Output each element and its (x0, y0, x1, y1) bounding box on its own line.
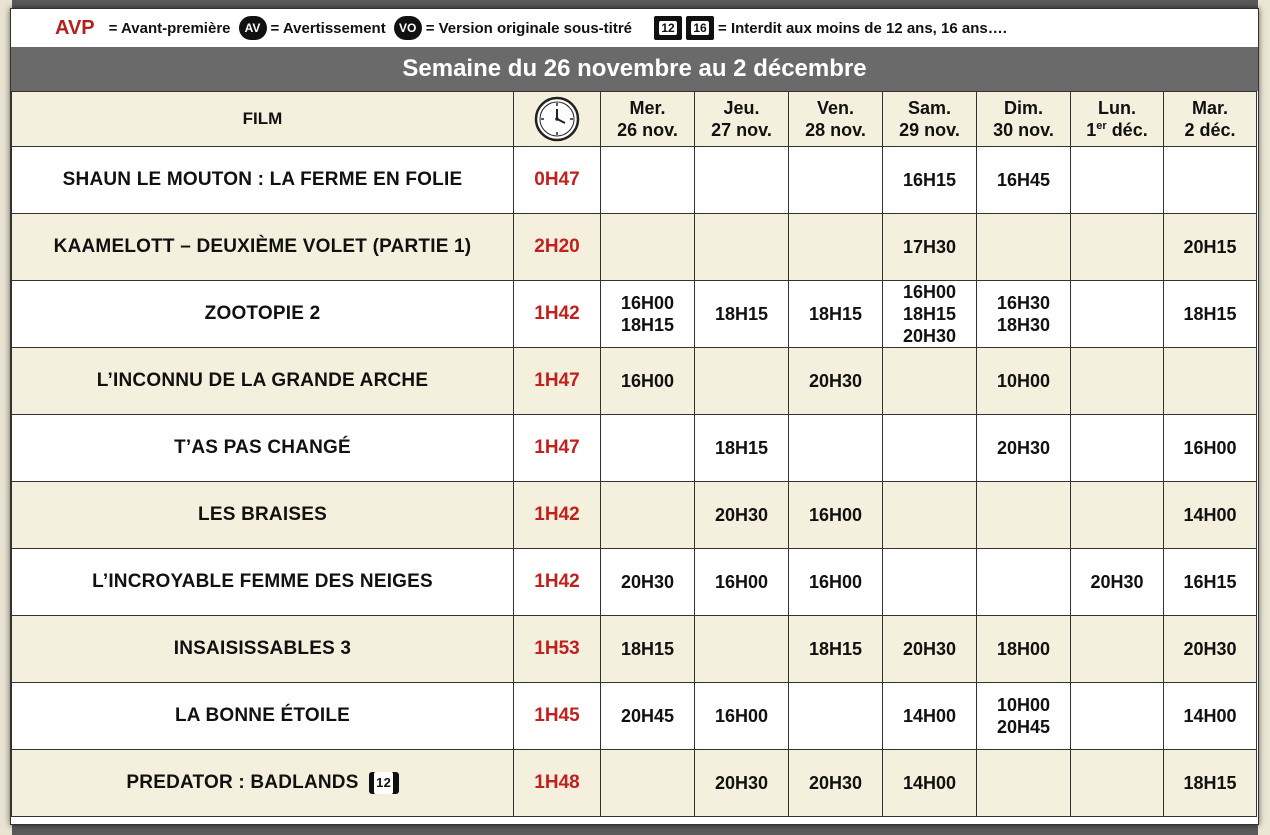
session-cell (883, 616, 977, 683)
day-header-tue (1164, 92, 1257, 147)
session-times: 20H30 (714, 773, 769, 793)
session-cell (1071, 482, 1164, 549)
age-12-badge-label: 12 (661, 21, 675, 35)
film-duration: 1H47 (514, 348, 601, 415)
session-times: 20H45 (620, 706, 675, 726)
film-title-cell (12, 482, 514, 549)
session-cell (1071, 281, 1164, 348)
day-date-sup: er (1096, 120, 1107, 132)
day-date: 28 nov. (805, 120, 866, 140)
age-legend-text: = Interdit aux moins de 12 ans, 16 ans…. (718, 19, 1007, 37)
session-cell (695, 750, 789, 817)
session-cell (601, 415, 695, 482)
session-cell (883, 214, 977, 281)
session-cell (1071, 214, 1164, 281)
session-cell (977, 147, 1071, 214)
session-cell (601, 616, 695, 683)
av-badge-icon: AV (239, 16, 267, 40)
avp-legend-text: = Avant-première (108, 19, 231, 37)
table-row (12, 281, 1257, 348)
session-cell (883, 482, 977, 549)
session-cell (1164, 683, 1257, 750)
film-title: L’INCROYABLE FEMME DES NEIGES (92, 571, 433, 592)
session-cell (789, 415, 883, 482)
session-cell (1164, 616, 1257, 683)
session-cell (1071, 147, 1164, 214)
session-cell (695, 281, 789, 348)
page-backdrop-right (1258, 0, 1270, 835)
day-header-fri (789, 92, 883, 147)
day-date: 29 nov. (899, 120, 960, 140)
session-cell (789, 281, 883, 348)
session-cell (601, 214, 695, 281)
legend-bar (11, 9, 1258, 47)
film-rows (12, 147, 1257, 817)
day-name: Lun. (1098, 98, 1136, 118)
session-times: 18H15 (714, 438, 769, 458)
film-duration: 2H20 (514, 214, 601, 281)
film-title-cell (12, 750, 514, 817)
film-title-cell (12, 616, 514, 683)
film-duration: 1H42 (514, 549, 601, 616)
session-times: 18H00 (996, 639, 1051, 659)
film-title: ZOOTOPIE 2 (204, 303, 321, 324)
film-duration: 1H53 (514, 616, 601, 683)
week-banner (11, 47, 1258, 91)
session-times: 16H45 (996, 170, 1051, 190)
film-title-cell (12, 549, 514, 616)
session-cell (695, 415, 789, 482)
session-times: 16H00 (714, 706, 769, 726)
session-cell (883, 415, 977, 482)
session-cell (1164, 147, 1257, 214)
film-title-cell (12, 147, 514, 214)
session-cell (601, 482, 695, 549)
session-times: 10H00 (996, 371, 1051, 391)
session-cell (789, 683, 883, 750)
film-title: L’INCONNU DE LA GRANDE ARCHE (96, 370, 429, 391)
session-times: 20H30 (1183, 639, 1237, 659)
session-cell (1071, 750, 1164, 817)
session-cell (977, 683, 1071, 750)
session-cell (601, 549, 695, 616)
session-times: 10H00 20H45 (996, 695, 1051, 737)
session-cell (977, 616, 1071, 683)
session-times: 20H30 (620, 572, 675, 592)
film-title-cell (12, 683, 514, 750)
session-cell (883, 147, 977, 214)
session-cell (883, 281, 977, 348)
session-cell (1071, 415, 1164, 482)
day-date-suffix: déc. (1106, 120, 1148, 140)
film-title: LA BONNE ÉTOILE (174, 705, 351, 726)
table-row (12, 348, 1257, 415)
session-times: 16H00 (808, 572, 863, 592)
session-cell (883, 348, 977, 415)
session-cell (789, 750, 883, 817)
session-cell (695, 549, 789, 616)
day-name: Mar. (1191, 98, 1229, 118)
session-cell (601, 348, 695, 415)
session-times: 20H30 (996, 438, 1051, 458)
session-cell (977, 214, 1071, 281)
vo-badge-icon: VO (394, 16, 422, 40)
film-duration: 0H47 (514, 147, 601, 214)
session-cell (601, 683, 695, 750)
film-duration: 1H48 (514, 750, 601, 817)
age-12-badge-icon (654, 16, 682, 40)
session-times: 14H00 (1183, 706, 1237, 726)
session-cell (1164, 214, 1257, 281)
session-cell (977, 281, 1071, 348)
session-cell (695, 616, 789, 683)
session-cell (1164, 348, 1257, 415)
schedule-panel (10, 8, 1259, 825)
film-title: KAAMELOTT – DEUXIÈME VOLET (PARTIE 1) (53, 236, 472, 257)
film-duration: 1H45 (514, 683, 601, 750)
session-cell (1164, 750, 1257, 817)
session-cell (1164, 549, 1257, 616)
table-row (12, 616, 1257, 683)
table-row (12, 683, 1257, 750)
session-cell (1071, 683, 1164, 750)
session-times: 16H15 (1183, 572, 1237, 592)
session-cell (977, 750, 1071, 817)
session-cell (1071, 348, 1164, 415)
film-title-cell (12, 214, 514, 281)
session-cell (1164, 482, 1257, 549)
session-times: 16H00 18H15 (620, 293, 675, 335)
day-date: 27 nov. (711, 120, 772, 140)
session-cell (977, 549, 1071, 616)
session-times: 18H15 (1183, 773, 1237, 793)
session-cell (883, 683, 977, 750)
table-row (12, 147, 1257, 214)
film-title-cell (12, 281, 514, 348)
session-cell (601, 281, 695, 348)
avp-code: AVP (55, 16, 95, 39)
session-times: 18H15 (714, 304, 769, 324)
film-column-header: FILM (12, 92, 514, 147)
clock-icon (534, 96, 580, 142)
session-times: 20H15 (1183, 237, 1237, 257)
session-times: 20H30 (902, 639, 957, 659)
table-header-row (12, 92, 1257, 147)
age-16-badge-label: 16 (693, 21, 707, 35)
session-cell (1071, 616, 1164, 683)
session-cell (695, 683, 789, 750)
session-times: 14H00 (1183, 505, 1237, 525)
table-row (12, 214, 1257, 281)
day-header-thu (695, 92, 789, 147)
film-title: PREDATOR : BADLANDS (126, 772, 359, 793)
session-times: 14H00 (902, 706, 957, 726)
session-cell (601, 147, 695, 214)
week-title: Semaine du 26 novembre au 2 décembre (402, 55, 867, 82)
day-header-mon (1071, 92, 1164, 147)
session-cell (789, 348, 883, 415)
session-cell (695, 214, 789, 281)
day-date-prefix: 1 (1086, 120, 1097, 140)
age-16-badge-icon (686, 16, 714, 40)
session-cell (977, 482, 1071, 549)
table-row (12, 415, 1257, 482)
duration-column-header (514, 92, 601, 147)
vo-legend-text: = Version originale sous-titré (425, 19, 633, 37)
session-cell (883, 750, 977, 817)
day-header-wed (601, 92, 695, 147)
session-cell (977, 415, 1071, 482)
session-cell (601, 750, 695, 817)
age-rating-badge-label: 12 (374, 772, 393, 794)
schedule-table (11, 91, 1257, 817)
session-times: 18H15 (808, 639, 863, 659)
session-cell (1164, 415, 1257, 482)
session-times: 16H30 18H30 (996, 293, 1051, 335)
av-legend-text: = Avertissement (270, 19, 386, 37)
session-cell (789, 214, 883, 281)
film-duration: 1H47 (514, 415, 601, 482)
age-rating-badge-icon (369, 772, 399, 794)
day-name: Sam. (907, 98, 952, 118)
session-times: 16H00 (1183, 438, 1237, 458)
session-times: 16H00 (808, 505, 863, 525)
table-row (12, 750, 1257, 817)
session-cell (695, 482, 789, 549)
session-times: 20H30 (714, 505, 769, 525)
session-cell (695, 348, 789, 415)
day-name: Jeu. (723, 98, 760, 118)
day-date: 30 nov. (993, 120, 1054, 140)
film-duration: 1H42 (514, 281, 601, 348)
session-cell (1164, 281, 1257, 348)
session-times: 16H00 18H15 20H30 (902, 282, 957, 346)
session-cell (789, 616, 883, 683)
day-header-sun (977, 92, 1071, 147)
session-times: 16H00 (620, 371, 675, 391)
film-title-cell (12, 348, 514, 415)
session-cell (977, 348, 1071, 415)
session-times: 17H30 (902, 237, 957, 257)
session-cell (883, 549, 977, 616)
session-cell (789, 147, 883, 214)
day-date: 26 nov. (617, 120, 678, 140)
session-times: 16H00 (714, 572, 769, 592)
table-row (12, 549, 1257, 616)
session-cell (1071, 549, 1164, 616)
session-cell (789, 482, 883, 549)
session-cell (789, 549, 883, 616)
session-times: 18H15 (1183, 304, 1237, 324)
session-times: 18H15 (808, 304, 863, 324)
day-name: Ven. (816, 98, 855, 118)
table-row (12, 482, 1257, 549)
day-header-sat (883, 92, 977, 147)
film-title-cell (12, 415, 514, 482)
session-times: 14H00 (902, 773, 957, 793)
film-title: T’AS PAS CHANGÉ (174, 437, 351, 458)
session-times: 20H30 (808, 371, 863, 391)
film-duration: 1H42 (514, 482, 601, 549)
session-cell (695, 147, 789, 214)
day-name: Dim. (1003, 98, 1043, 118)
day-name: Mer. (629, 98, 666, 118)
film-title: INSAISISSABLES 3 (173, 638, 352, 659)
film-title: LES BRAISES (198, 504, 327, 525)
session-times: 20H30 (1090, 572, 1144, 592)
session-times: 18H15 (620, 639, 675, 659)
film-title: SHAUN LE MOUTON : LA FERME EN FOLIE (62, 169, 463, 190)
day-date: 2 déc. (1184, 120, 1236, 140)
session-times: 20H30 (808, 773, 863, 793)
session-times: 16H15 (902, 170, 957, 190)
